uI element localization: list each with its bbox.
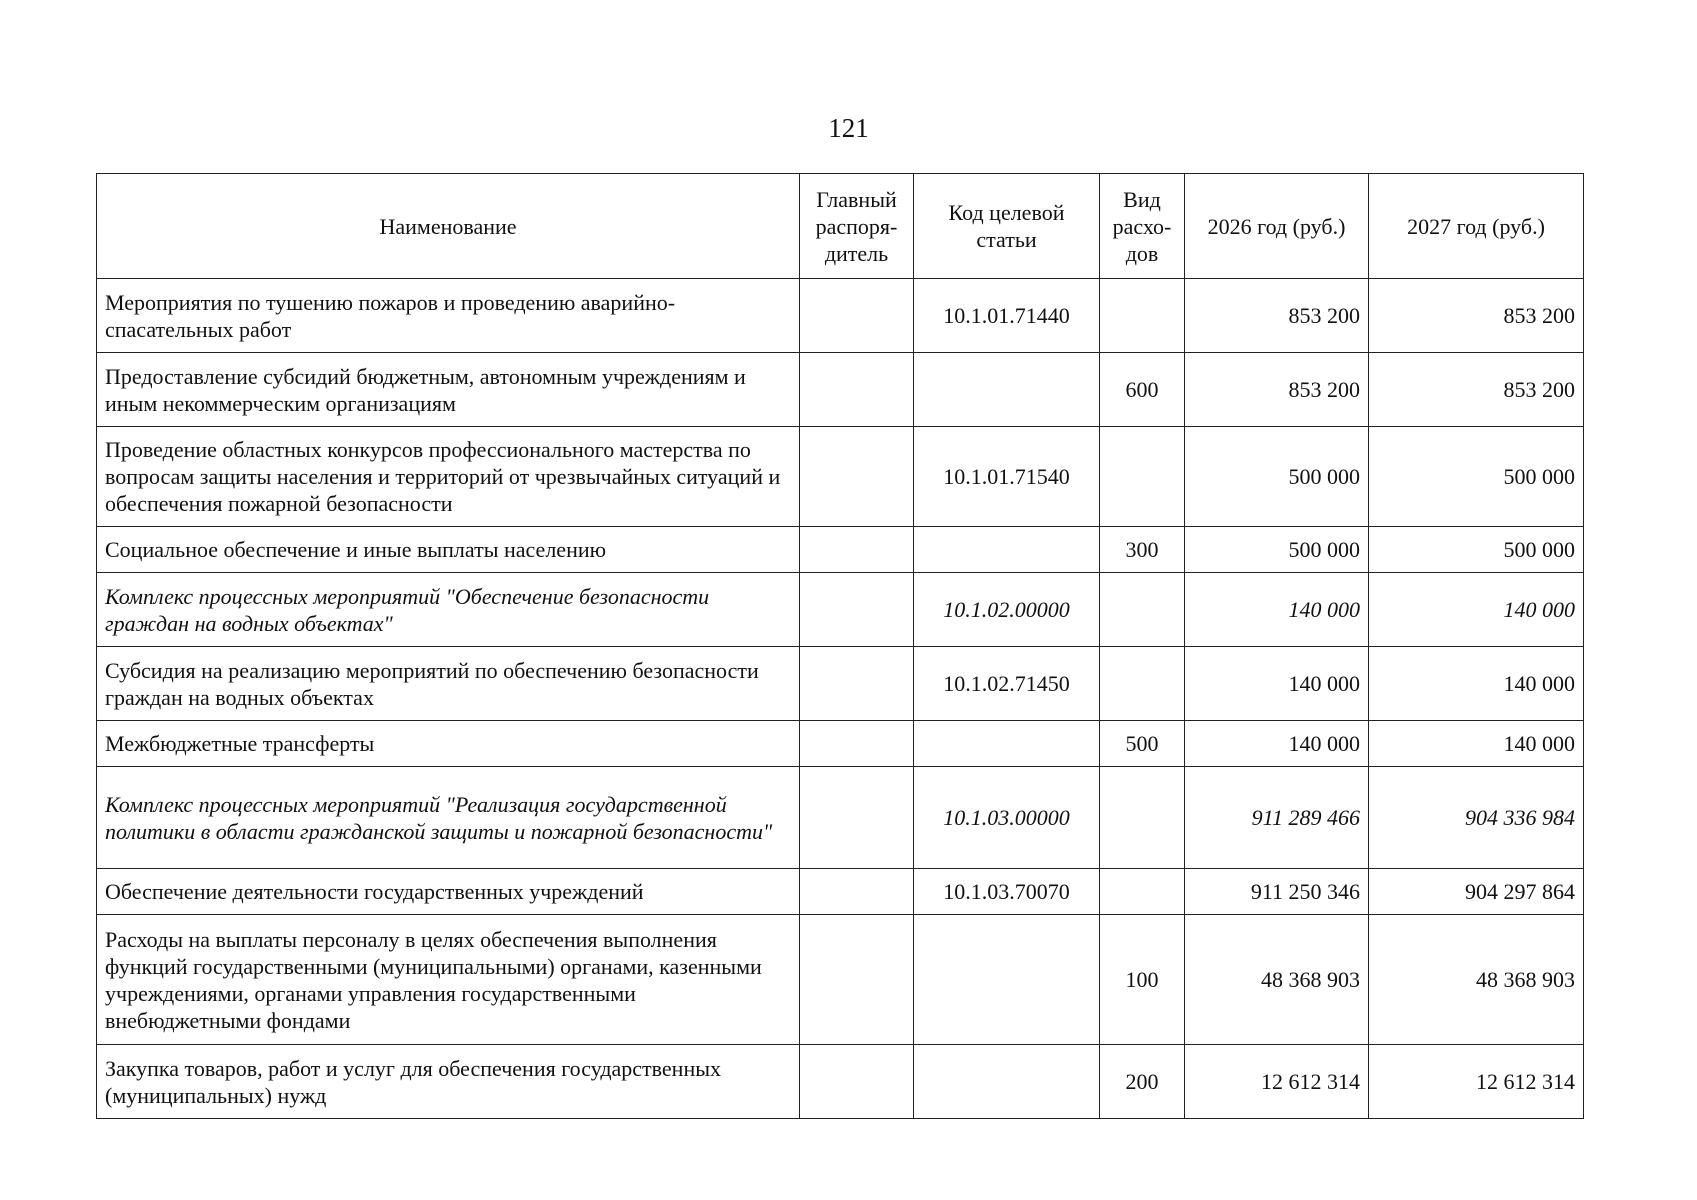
table-row (97, 721, 1584, 767)
table-row (97, 647, 1584, 721)
row-2027: 140 000 (1369, 647, 1584, 721)
row-code (914, 915, 1100, 1045)
row-code (914, 721, 1100, 767)
row-code: 10.1.03.70070 (914, 869, 1100, 915)
row-2026: 140 000 (1185, 647, 1369, 721)
row-code: 10.1.01.71440 (914, 279, 1100, 353)
row-2026: 48 368 903 (1185, 915, 1369, 1045)
row-code (914, 527, 1100, 573)
row-2026: 853 200 (1185, 279, 1369, 353)
row-code (914, 1045, 1100, 1119)
row-2026: 500 000 (1185, 527, 1369, 573)
row-name: Мероприятия по тушению пожаров и проведению аварийно-спасательных работ (97, 279, 800, 353)
row-name: Обеспечение деятельности государственных учреждений (97, 869, 800, 915)
row-grbs (800, 647, 914, 721)
table-row (97, 279, 1584, 353)
row-name: Проведение областных конкурсов профессионального мастерства по вопросам защиты населения и территорий от чрезвычайных ситуаций и обеспечения пожарной безопасности (97, 427, 800, 527)
row-code: 10.1.03.00000 (914, 767, 1100, 869)
row-2026: 140 000 (1185, 573, 1369, 647)
header-name: Наименование (97, 174, 800, 279)
row-code: 10.1.02.71450 (914, 647, 1100, 721)
row-2027: 48 368 903 (1369, 915, 1584, 1045)
page-number: 121 (828, 113, 869, 143)
row-grbs (800, 721, 914, 767)
row-type (1100, 767, 1185, 869)
header-grbs: Главный распоря-дитель (800, 174, 914, 279)
row-2027: 904 297 864 (1369, 869, 1584, 915)
row-type (1100, 869, 1185, 915)
table-row (97, 573, 1584, 647)
row-name: Расходы на выплаты персоналу в целях обеспечения выполнения функций государственными (муниципальными) органами, казенными учреждениями, органами управления государственными внебюджетными фондами (97, 915, 800, 1045)
row-grbs (800, 527, 914, 573)
row-2026: 12 612 314 (1185, 1045, 1369, 1119)
row-type (1100, 427, 1185, 527)
header-code: Код целевой статьи (914, 174, 1100, 279)
row-type (1100, 573, 1185, 647)
row-grbs (800, 279, 914, 353)
table-row (97, 353, 1584, 427)
row-name: Комплекс процессных мероприятий "Реализация государственной политики в области гражданской защиты и пожарной безопасности" (97, 767, 800, 869)
row-2026: 853 200 (1185, 353, 1369, 427)
row-grbs (800, 573, 914, 647)
row-2027: 12 612 314 (1369, 1045, 1584, 1119)
row-type (1100, 279, 1185, 353)
row-2026: 500 000 (1185, 427, 1369, 527)
table-row (97, 1045, 1584, 1119)
row-code: 10.1.02.00000 (914, 573, 1100, 647)
row-2027: 140 000 (1369, 573, 1584, 647)
row-type: 100 (1100, 915, 1185, 1045)
row-grbs (800, 427, 914, 527)
row-code (914, 353, 1100, 427)
row-name: Предоставление субсидий бюджетным, автономным учреждениям и иным некоммерческим организациям (97, 353, 800, 427)
row-type: 300 (1100, 527, 1185, 573)
row-type: 500 (1100, 721, 1185, 767)
row-code: 10.1.01.71540 (914, 427, 1100, 527)
row-name: Комплекс процессных мероприятий "Обеспечение безопасности граждан на водных объектах" (97, 573, 800, 647)
row-type: 200 (1100, 1045, 1185, 1119)
row-2027: 500 000 (1369, 527, 1584, 573)
row-grbs (800, 869, 914, 915)
row-grbs (800, 915, 914, 1045)
row-grbs (800, 353, 914, 427)
header-row (97, 174, 1584, 279)
header-2026: 2026 год (руб.) (1185, 174, 1369, 279)
table-row (97, 869, 1584, 915)
budget-table (96, 173, 1584, 1119)
row-2027: 904 336 984 (1369, 767, 1584, 869)
table-row (97, 427, 1584, 527)
row-2027: 853 200 (1369, 353, 1584, 427)
row-name: Субсидия на реализацию мероприятий по обеспечению безопасности граждан на водных объектах (97, 647, 800, 721)
header-2027: 2027 год (руб.) (1369, 174, 1584, 279)
row-grbs (800, 1045, 914, 1119)
row-2027: 853 200 (1369, 279, 1584, 353)
row-2026: 911 289 466 (1185, 767, 1369, 869)
header-type: Вид расхо-дов (1100, 174, 1185, 279)
table-row (97, 527, 1584, 573)
row-name: Закупка товаров, работ и услуг для обеспечения государственных (муниципальных) нужд (97, 1045, 800, 1119)
row-2027: 500 000 (1369, 427, 1584, 527)
row-type (1100, 647, 1185, 721)
table-row (97, 767, 1584, 869)
table-row (97, 915, 1584, 1045)
row-2026: 140 000 (1185, 721, 1369, 767)
row-type: 600 (1100, 353, 1185, 427)
row-name: Межбюджетные трансферты (97, 721, 800, 767)
row-2027: 140 000 (1369, 721, 1584, 767)
row-grbs (800, 767, 914, 869)
row-2026: 911 250 346 (1185, 869, 1369, 915)
row-name: Социальное обеспечение и иные выплаты населению (97, 527, 800, 573)
